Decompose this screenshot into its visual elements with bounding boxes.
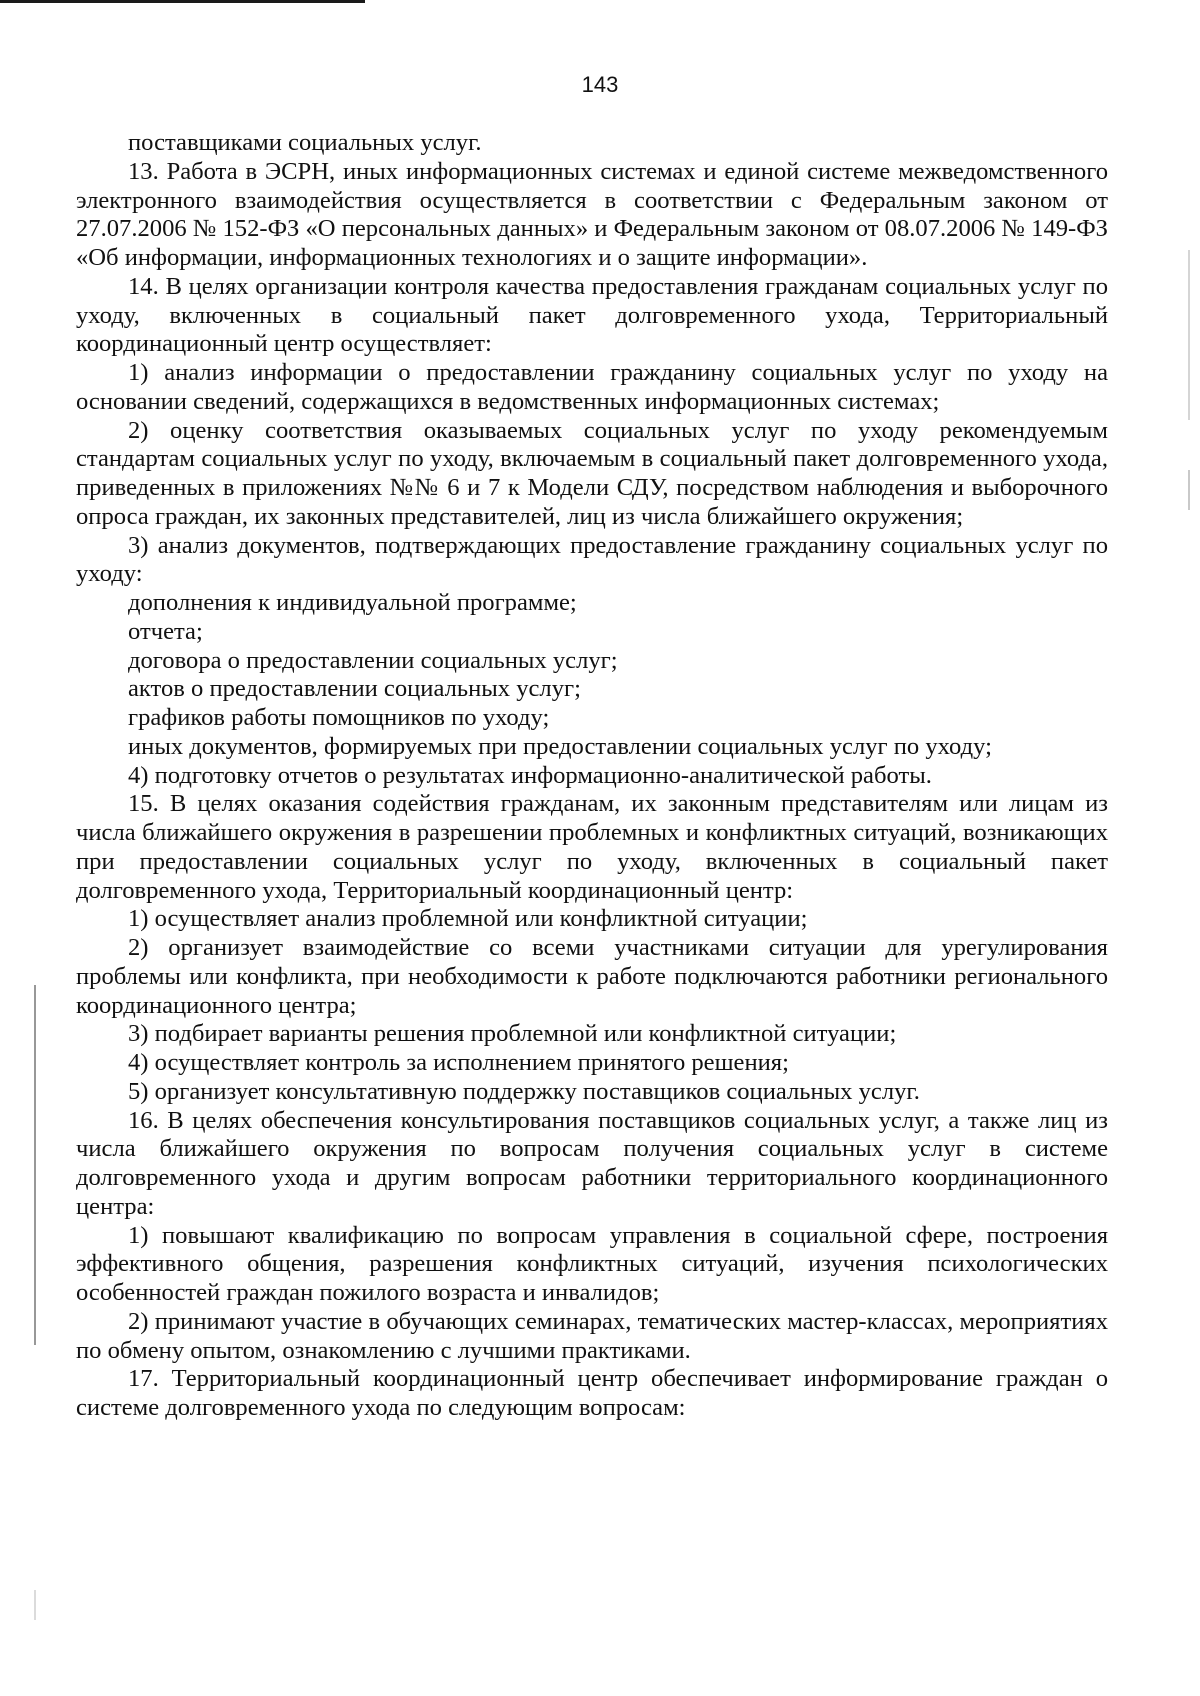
paragraph-item-15-4: 4) осуществляет контроль за исполнением принятого решения; — [128, 1049, 789, 1076]
paragraph-item-17: 17. Территориальный координационный центр обеспечивает информирование граждан о системе долговременного ухода по следующим вопросам: — [76, 1365, 1108, 1421]
paragraph-item-15-5: 5) организует консультативную поддержку поставщиков социальных услуг. — [128, 1077, 920, 1105]
paragraph-item-16: 16. В целях обеспечения консультирования поставщиков социальных услуг, а также лиц из числа ближайшего окружения по вопросам получения социальных услуг в системе долговременного ухода и другим вопросам работники территориального координационного центра: — [76, 1106, 1108, 1220]
list-item-supplement: дополнения к индивидуальной программе; — [128, 589, 577, 616]
list-item-other-documents: иных документов, формируемых при предоставлении социальных услуг по уходу; — [128, 732, 992, 760]
paragraph-item-15-2: 2) организует взаимодействие со всеми участниками ситуации для урегулирования проблемы или конфликта, при необходимости к работе подключаются работники регионального координационного центра; — [76, 934, 1108, 1019]
list-item-schedules: графиков работы помощников по уходу; — [128, 704, 550, 731]
paragraph-item-15-3: 3) подбирает варианты решения проблемной или конфликтной ситуации; — [128, 1020, 897, 1048]
paragraph-item-15: 15. В целях оказания содействия гражданам, их законным представителям или лицам из числа ближайшего окружения в разрешении проблемных и конфликтных ситуаций, возникающих при предоставлении социальных услуг по уходу, включенных в социальный пакет долговременного ухода, Территориальный координационный центр: — [76, 790, 1108, 904]
list-item-report: отчета; — [128, 617, 203, 645]
paragraph-item-14-1: 1) анализ информации о предоставлении гражданину социальных услуг по уходу на основании сведений, содержащихся в ведомственных информационных системах; — [76, 359, 1108, 415]
right-margin-scan-mark-upper — [1188, 250, 1190, 420]
top-edge-rule — [0, 0, 365, 3]
left-margin-scan-mark — [34, 985, 36, 1345]
paragraph-item-14-4: 4) подготовку отчетов о результатах информационно-аналитической работы. — [128, 761, 932, 789]
list-item-contract: договора о предоставлении социальных услуг; — [128, 646, 618, 674]
list-item-acts: актов о предоставлении социальных услуг; — [128, 675, 581, 703]
left-margin-scan-dot — [34, 1590, 36, 1620]
paragraph-continuation: поставщиками социальных услуг. — [128, 129, 482, 156]
paragraph-item-14: 14. В целях организации контроля качества предоставления гражданам социальных услуг по уходу, включенных в социальный пакет долговременного ухода, Территориальный координационный центр осуществляет: — [76, 272, 1108, 358]
document-body — [76, 129, 1108, 1423]
paragraph-item-14-2: 2) оценку соответствия оказываемых социальных услуг по уходу рекомендуемым стандартам социальных услуг по уходу, включаемым в социальный пакет долговременного ухода, приведенных в приложениях №№ 6 и 7 к Модели СДУ, посредством наблюдения и выборочного опроса граждан, их законных представителей, лиц из числа ближайшего окружения; — [76, 416, 1108, 530]
paragraph-item-16-1: 1) повышают квалификацию по вопросам управления в социальной сфере, построения эффективного общения, разрешения конфликтных ситуаций, изучения психологических особенностей граждан пожилого возраста и инвалидов; — [76, 1221, 1108, 1306]
page-number: 143 — [581, 72, 619, 97]
paragraph-item-13: 13. Работа в ЭСРН, иных информационных системах и единой системе межведомственного электронного взаимодействия осуществляется в соответствии с Федеральным законом от 27.07.2006 № 152-ФЗ «О персональных данных» и Федеральным законом от 08.07.2006 № 149-ФЗ «Об информации, информационных технологиях и о защите информации». — [76, 157, 1108, 271]
paragraph-item-16-2: 2) принимают участие в обучающих семинарах, тематических мастер-классах, мероприятиях по обмену опытом, ознакомлению с лучшими практиками. — [76, 1307, 1108, 1364]
paragraph-item-15-1: 1) осуществляет анализ проблемной или конфликтной ситуации; — [128, 905, 808, 933]
paragraph-item-14-3: 3) анализ документов, подтверждающих предоставление гражданину социальных услуг по уходу: — [76, 531, 1108, 588]
right-margin-scan-mark-lower — [1188, 470, 1190, 510]
